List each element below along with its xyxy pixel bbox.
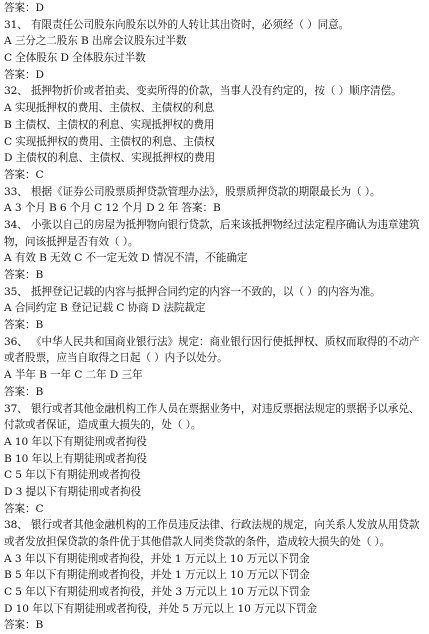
question-text-continuation: 物，问该抵押是否有效（ ）。 (4, 235, 139, 248)
question-text: 31、 有限责任公司股东向股东以外的人转让其出资时，必须经（ ）同意。 (4, 18, 350, 31)
option-line: A 三分之二股东 B 出席会议股东过半数 (4, 35, 187, 48)
question-text: 32、 抵押物折价或者拍卖、变卖所得的价款，当事人没有约定的，按（ ）顺序清偿。 (4, 85, 402, 98)
option-line: C 5 年以下有期徒刑或者拘役，并处 3 万元以上 10 万元以下罚金 (4, 586, 311, 599)
option-line: B 10 年以上有期徒刑或者拘役 (4, 452, 147, 465)
question-text: 37、 银行或者其他金融机构工作人员在票据业务中，对违反票据法规定的票据予以承兑、 (4, 402, 420, 415)
answer-line: 答案：C (4, 168, 44, 181)
question-text-continuation: 或者股票，应当自取得之日起（ ）内予以处分。 (4, 352, 228, 365)
option-line: C 5 年以下有期徒刑或者拘役 (4, 469, 141, 482)
question-text-continuation: 付款或者保证，造成重大损失的，处（ ）。 (4, 419, 202, 432)
answer-line: 答案：B (4, 619, 44, 632)
answer-line: 答案：C (4, 502, 44, 515)
option-line: A 有效 B 无效 C 不一定无效 D 情况不清，不能确定 (4, 252, 248, 265)
answer-line: 答案：B (4, 385, 44, 398)
option-line: D 10 年以下有期徒刑或者拘役，并处 5 万元以上 10 万元以下罚金 (4, 602, 318, 615)
option-line: D 3 提以下有期徒刑或者拘役 (4, 485, 141, 498)
option-line: A 实现抵押权的费用、主债权、主债权的利息 (4, 102, 215, 115)
option-line: C 实现抵押权的费用、主债权的利息、主债权 (4, 135, 215, 148)
answer-line: 答案：D (4, 68, 44, 81)
question-text: 35、 抵押登记记载的内容与抵押合同约定的内容一不致的，以（ ）的内容为准。 (4, 285, 381, 298)
answer-line: 答案：B (4, 319, 44, 332)
option-line: A 3 年以下有期徒刑或者拘役，并处 1 万元以上 10 万元以下罚金 (4, 552, 310, 565)
option-line: A 合同约定 B 登记记载 C 协商 D 法院裁定 (4, 302, 206, 315)
question-text: 36、 《中华人民共和国商业银行法》规定：商业银行因行使抵押权、质权而取得的不动产 (4, 335, 420, 348)
question-list (4, 0, 421, 634)
option-line: A 半年 B 一年 C 二年 D 三年 (4, 369, 143, 382)
question-text-continuation: 或者发放担保贷款的条件优于其他借款人同类贷款的条件，造成较大损失的处（ ）。 (4, 536, 391, 548)
option-line: A 10 年以下有期徒刑或者拘役 (4, 435, 147, 448)
answer-line: 答案：D (4, 2, 44, 14)
question-text: 33、 根据《证券公司股票质押贷款管理办法》，股票质押贷款的期限最长为（ ）。 (4, 185, 381, 198)
option-line: A 3 个月 B 6 个月 C 12 个月 D 2 年 答案：B (4, 202, 221, 215)
option-line: B 5 年以下有期徒刑或者拘役，并处 1 万元以上 10 万元以下罚金 (4, 569, 310, 582)
option-line: B 主债权、主债权的利息、实现抵押权的费用 (4, 118, 215, 131)
question-text: 38、 银行或者其他金融机构的工作员违反法律、行政法规的规定，向关系人发放从用贷款 (4, 519, 420, 532)
option-line: D 主债权的利息、主债权、实现抵押权的费用 (4, 152, 216, 165)
answer-line: 答案：B (4, 269, 44, 281)
option-line: C 全体股东 D 全体股东过半数 (4, 52, 146, 65)
question-text: 34、 小张以自己的房屋为抵押物向银行贷款，后来该抵押物经过法定程序确认为违章建筑 (4, 218, 420, 231)
